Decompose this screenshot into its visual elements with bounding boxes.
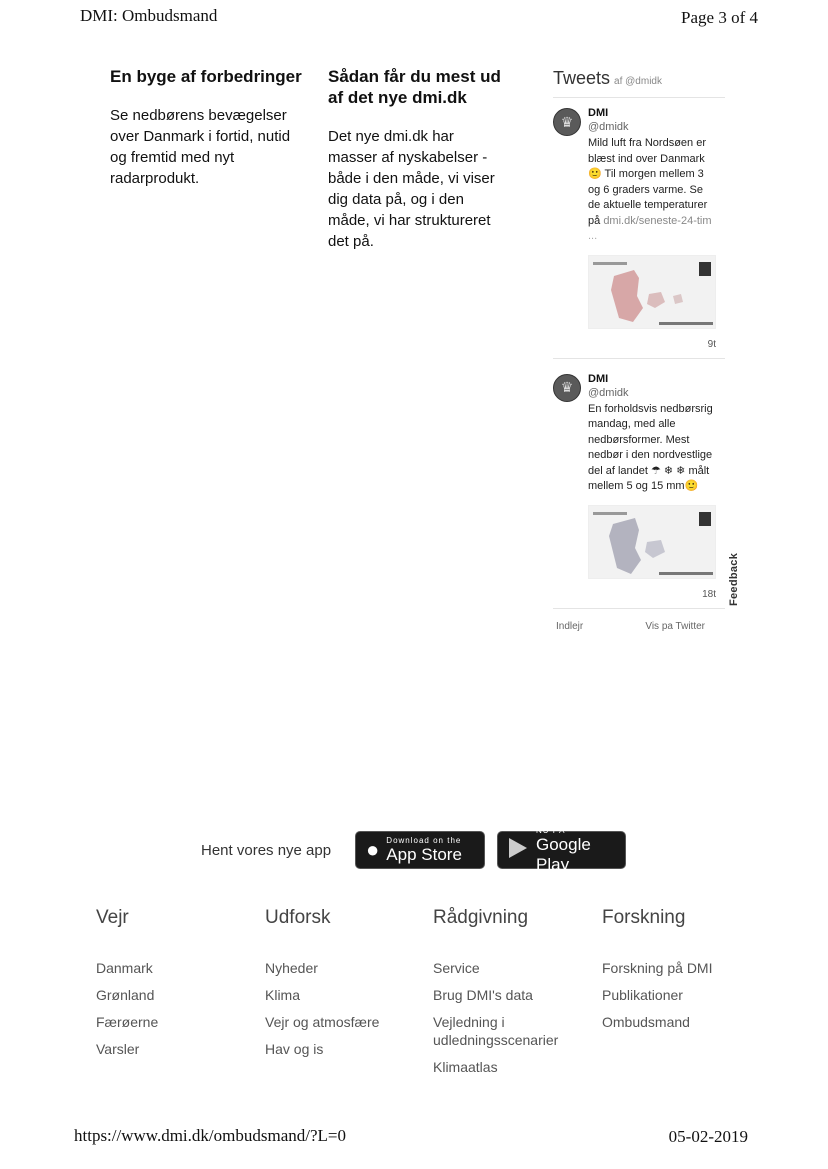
tweet-author-handle[interactable]: @dmidk xyxy=(588,121,629,133)
tweet-author-handle[interactable]: @dmidk xyxy=(588,386,629,399)
print-footer-date: 05-02-2019 xyxy=(668,1127,748,1146)
tweet-text-body: Mild luft fra Nordsøen er blæst ind over Danmark 🙂 Til morgen mellem 3 og 6 graders varme. Se de aktuelle temperaturer på xyxy=(588,137,708,227)
footer-column-forskning xyxy=(602,907,762,1040)
play-triangle-icon xyxy=(508,837,528,864)
print-page-number: Page 3 of 4 xyxy=(681,8,758,27)
tweet[interactable] xyxy=(553,359,725,609)
footer-link[interactable]: Hav og is xyxy=(265,1041,324,1057)
tweet-text xyxy=(588,136,716,245)
tweet[interactable] xyxy=(553,98,725,359)
denmark-map-image xyxy=(589,506,716,579)
footer-link[interactable]: Danmark xyxy=(96,960,153,976)
tweet-timestamp[interactable]: 18t xyxy=(702,588,716,600)
article-title[interactable]: Sådan får du mest ud af det nye dmi.dk xyxy=(328,67,501,107)
apple-icon: ● xyxy=(366,837,380,862)
twitter-timeline-footer xyxy=(553,609,725,632)
footer-heading: Forskning xyxy=(602,907,686,928)
view-on-twitter-link[interactable]: Vis pa Twitter xyxy=(645,620,705,632)
denmark-map-image xyxy=(589,256,716,329)
tweet-map-image[interactable] xyxy=(588,255,716,329)
google-play-big-text: Google Play xyxy=(536,834,591,874)
footer-link[interactable]: Ombudsmand xyxy=(602,1014,690,1030)
embed-link[interactable]: Indlejr xyxy=(556,620,584,632)
feedback-tab[interactable]: Feedback xyxy=(728,552,740,606)
footer-heading: Rådgivning xyxy=(433,907,529,928)
twitter-timeline-title: Tweets xyxy=(553,68,611,88)
app-download-row xyxy=(201,825,626,874)
tweet-author-name[interactable]: DMI xyxy=(588,107,609,119)
google-play-button[interactable] xyxy=(497,825,626,874)
footer-link[interactable]: Varsler xyxy=(96,1041,140,1057)
footer-link[interactable]: Service xyxy=(433,960,480,976)
footer-link[interactable]: Forskning på DMI xyxy=(602,960,713,976)
article-title[interactable]: En byge af forbedringer xyxy=(110,67,302,86)
footer-column-udforsk xyxy=(265,907,425,1067)
article-card[interactable] xyxy=(328,66,503,252)
print-header-title: DMI: Ombudsmand xyxy=(80,6,218,25)
tweet-author-name[interactable]: DMI xyxy=(588,372,609,385)
footer-heading: Udforsk xyxy=(265,907,331,928)
tweet-map-image[interactable] xyxy=(588,505,716,579)
footer-column-raadgivning xyxy=(433,907,583,1085)
app-store-button[interactable] xyxy=(355,831,485,869)
article-teaser: Se nedbørens bevægelser over Danmark i fortid, nutid og fremtid med nyt radarprodukt. xyxy=(110,107,291,187)
footer-link[interactable]: Vejledning i udledningsscenarier xyxy=(433,1014,559,1048)
tweet-text: En forholdsvis nedbørsrig mandag, med alle nedbørsformer. Mest nedbør i den nordvestlige del af landet ☂ ❄ ❄ målt mellem 5 og 15 mm🙂 xyxy=(588,402,713,492)
twitter-timeline xyxy=(553,68,725,632)
twitter-timeline-by[interactable]: af @dmidk xyxy=(614,76,662,87)
app-download-label: Hent vores nye app xyxy=(201,841,332,859)
app-store-big-text: App Store xyxy=(386,844,462,864)
app-store-small-text: Download on the xyxy=(386,835,462,845)
google-play-small-text: NU PÅ xyxy=(536,825,566,835)
footer-heading: Vejr xyxy=(96,907,129,928)
crown-avatar-icon[interactable]: ♛ xyxy=(553,108,581,136)
tweet-ellipsis: ... xyxy=(588,230,598,242)
footer-link[interactable]: Grønland xyxy=(96,987,155,1003)
footer-link[interactable]: Færøerne xyxy=(96,1014,159,1030)
tweet-timestamp[interactable]: 9t xyxy=(707,338,716,350)
tweet-link[interactable]: dmi.dk/seneste-24-tim xyxy=(603,214,712,227)
footer-column-vejr xyxy=(96,907,256,1067)
footer-link[interactable]: Vejr og atmosfære xyxy=(265,1014,380,1030)
footer-link[interactable]: Nyheder xyxy=(265,960,318,976)
footer-link[interactable]: Brug DMI's data xyxy=(433,987,533,1003)
footer-link[interactable]: Publikationer xyxy=(602,987,683,1003)
twitter-timeline-header xyxy=(553,68,725,98)
article-card[interactable] xyxy=(110,66,310,189)
article-teaser: Det nye dmi.dk har masser af nyskabelser - både i den måde, vi viser dig data på, og i den måde, vi har struktureret det på. xyxy=(328,128,495,250)
print-footer-url: https://www.dmi.dk/ombudsmand/?L=0 xyxy=(74,1126,346,1145)
footer-link[interactable]: Klima xyxy=(265,987,301,1003)
crown-avatar-icon[interactable]: ♛ xyxy=(553,374,581,402)
footer-link[interactable]: Klimaatlas xyxy=(433,1059,498,1075)
